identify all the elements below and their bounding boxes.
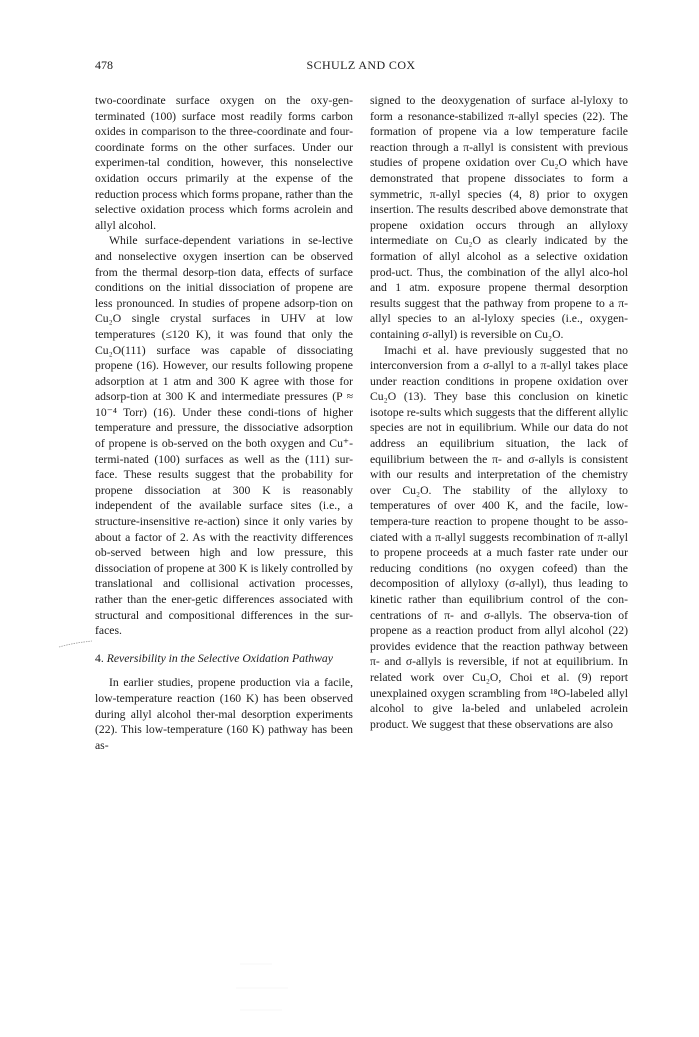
- left-paragraph-2: While surface-dependent variations in se-lective and nonselective oxygen insertion can be observed from the thermal desorp-tion data, effects of surface conditions on the initial dissociation of propene are less pronounced. In studies of propene adsorp-tion on Cu₂O single crystal surfaces in UHV at low temperatures (≤120 K), it was found that only the Cu₂O(111) surface was capable of dissociating propene (16). However, our results following propene adsorption at 1 atm and 300 K agree with those for adsorp-tion at 300 K and intermediate pressures (P ≈ 10⁻⁴ Torr) (16). Under these condi-tions of higher temperature and pressure, the dissociative adsorption of propene is ob-served on the both oxygen and Cu⁺-termi-nated (100) surfaces as well as the (111) sur-face. These results suggest that the probability for propene dissociation at 300 K is reasonably independent of the available surface sites (i.e., a structure-insensitive re-action) since it only varies by about a factor of 2. As with the reactivity differences ob-served between high and low pressure, this dissociation of propene at 300 K is likely controlled by translational and collisional activation processes, rather than the ener-getic differences associated with structural and compositional differences in the sur-faces.: [95, 234, 353, 638]
- section-heading: [95, 651, 353, 667]
- right-column: [370, 93, 628, 732]
- left-paragraph-1: two-coordinate surface oxygen on the oxy-gen-terminated (100) surface most readily forms carbon oxides in comparison to the three-coordinate and four-coordinate forms on the other surfaces. Under our experimen-tal condition, however, this nonselective oxidation occurs primarily at the expense of the reduction process which forms propane, rather than the selective oxidation process which forms acrolein and allyl alcohol.: [95, 94, 353, 232]
- section-title: Reversibility in the Selective Oxidation Pathway: [106, 651, 333, 665]
- left-paragraph-3: In earlier studies, propene production via a facile, low-temperature reaction (160 K) has been observed during allyl alcohol ther-mal desorption experiments (22). This low-temperature (160 K) pathway has been as-: [95, 676, 353, 752]
- faint-bleedthrough-marks: [232, 958, 292, 1018]
- left-column: [95, 93, 353, 753]
- page-number: 478: [95, 58, 113, 72]
- page-header: [95, 58, 627, 76]
- margin-pencil-mark: [58, 640, 94, 648]
- section-number: 4.: [95, 651, 104, 665]
- running-head: SCHULZ AND COX: [306, 58, 416, 72]
- right-paragraph-2: Imachi et al. have previously suggested that no interconversion from a σ-allyl to a π-allyl takes place under reaction conditions in propene oxidation over Cu₂O (13). They base this conclusion on kinetic isotope re-sults which suggests that the different allylic species are not in equilibrium. While our data do not address an equilibrium situation, the lack of equilibrium between the π- and σ-allyls is consistent with our results and interpretation of the chemistry over Cu₂O. The stability of the allyloxy to temperatures of over 400 K, and the facile, low-tempera-ture reaction to propene thought to be asso-ciated with a π-allyl suggests recombination of π-allyl to propene proceeds at a much faster rate under our reducing conditions (no oxygen cofeed) than the decomposition of allyloxy (σ-allyl), thus leading to kinetic rather than equilibrium control of the con-centrations of π- and σ-allyls. The observa-tion of propene as a reaction product from allyl alcohol (22) provides evidence that the reaction pathway between π- and σ-allyls is reversible, if not at equilibrium. In related work over Cu₂O, Choi et al. (9) report unexplained oxygen scrambling from ¹⁸O-labeled allyl alcohol to give la-beled and unlabeled acrolein product. We suggest that these observations are also: [370, 343, 628, 731]
- right-paragraph-1: signed to the deoxygenation of surface al-lyloxy to form a resonance-stabilized π-allyl species (22). The formation of propene via a low temperature facile reaction through a π-allyl is consistent with previous studies of propene oxidation over Cu₂O which have demonstrated that propene dissociates to form a symmetric, π-allyl species (4, 8) prior to oxygen insertion. The results described above demonstrate that propene oxidation occurs through an allyloxy intermediate on Cu₂O as clearly indicated by the formation of allyl alcohol as a selective oxidation prod-uct. Thus, the combination of the allyl alco-hol and 1 atm. exposure propene thermal desorption results suggest that the pathway from propene to a π-allyl species to an al-lyloxy species (i.e., oxygen-containing σ-allyl) is reversible on Cu₂O.: [370, 94, 628, 341]
